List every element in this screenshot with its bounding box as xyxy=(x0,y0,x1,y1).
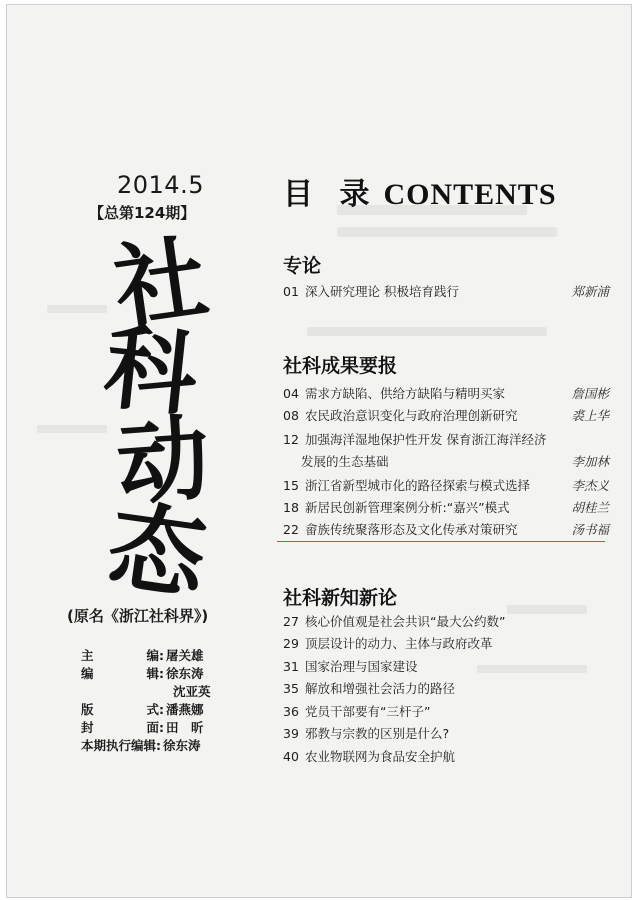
staff-row xyxy=(81,683,251,701)
toc-entry[interactable] xyxy=(283,703,611,721)
toc-entry[interactable] xyxy=(283,499,611,517)
toc-entry[interactable] xyxy=(283,431,611,449)
staff-row: 封 面 : 田 昕 xyxy=(81,720,204,735)
staff-row: 主 编 : 屠关雄 xyxy=(81,648,204,663)
article-title: 顶层设计的动力、主体与政府改革 xyxy=(304,636,493,651)
author: 詹国彬 xyxy=(571,386,609,401)
staff-name: 屠关雄 xyxy=(166,648,204,663)
magazine-title-char: 社 xyxy=(107,223,215,343)
page-number: 27 xyxy=(283,614,299,629)
article-title: 农民政治意识变化与政府治理创新研究 xyxy=(304,408,518,423)
author: 郑新浦 xyxy=(571,284,609,299)
magazine-title-char: 科 xyxy=(99,312,203,430)
bleed-through xyxy=(307,327,547,336)
page-number: 18 xyxy=(283,500,299,515)
toc-entry[interactable] xyxy=(283,407,611,425)
author: 李杰义 xyxy=(571,478,609,493)
staff-name: 徐东涛 xyxy=(163,738,201,753)
article-title: 邪教与宗教的区别是什么? xyxy=(304,726,450,741)
toc-entry[interactable] xyxy=(283,521,611,539)
toc-entry[interactable] xyxy=(283,613,611,631)
bleed-through xyxy=(337,227,557,237)
page-number: 35 xyxy=(283,681,299,696)
page-number: 31 xyxy=(283,659,299,674)
bleed-through xyxy=(37,425,107,433)
page-number: 12 xyxy=(283,432,299,447)
section-heading: 社科新知新论 xyxy=(283,587,398,609)
page-number: 04 xyxy=(283,386,299,401)
issue-number: 【总第124期】 xyxy=(89,204,196,222)
highlight-underline xyxy=(277,541,605,542)
bleed-through xyxy=(47,305,107,313)
article-title: 浙江省新型城市化的路径探索与模式选择 xyxy=(304,478,530,493)
staff-name: 沈亚英 xyxy=(173,684,211,699)
toc-entry[interactable] xyxy=(283,658,611,676)
magazine-title-char: 态 xyxy=(101,488,213,614)
article-title: 农业物联网为食品安全护航 xyxy=(304,749,455,764)
staff-name: 潘燕娜 xyxy=(166,702,204,717)
issue-date: 2014.5 xyxy=(117,171,204,199)
toc-entry[interactable] xyxy=(283,748,611,766)
toc-entry-continued[interactable] xyxy=(301,453,611,471)
article-title: 加强海洋湿地保护性开发 保育浙江海洋经济 xyxy=(304,432,547,447)
magazine-title-char: 动 xyxy=(113,403,213,519)
article-title: 需求方缺陷、供给方缺陷与精明买家 xyxy=(304,386,505,401)
page-number: 15 xyxy=(283,478,299,493)
staff-row: 版 式 : 潘燕娜 xyxy=(81,702,204,717)
staff-name: 田 昕 xyxy=(166,720,204,735)
former-name: (原名《浙江社科界》) xyxy=(67,607,209,625)
staff-name: 徐东涛 xyxy=(166,666,204,681)
page-number: 36 xyxy=(283,704,299,719)
page-number: 39 xyxy=(283,726,299,741)
page-number: 22 xyxy=(283,522,299,537)
article-title: 畲族传统聚落形态及文化传承对策研究 xyxy=(304,522,518,537)
section-heading: 专论 xyxy=(283,255,322,277)
toc-title xyxy=(283,169,557,213)
article-title: 新居民创新管理案例分析:“嘉兴”模式 xyxy=(304,500,510,515)
staff-list xyxy=(81,647,251,755)
article-title: 核心价值观是社会共识“最大公约数” xyxy=(304,614,506,629)
page-number: 01 xyxy=(283,284,299,299)
article-title: 国家治理与国家建设 xyxy=(304,659,418,674)
toc-title-cn: 目 录 xyxy=(283,177,378,212)
toc-entry[interactable] xyxy=(283,680,611,698)
author: 胡桂兰 xyxy=(571,500,609,515)
toc-entry[interactable] xyxy=(283,725,611,743)
toc-entry[interactable] xyxy=(283,477,611,495)
author: 裘上华 xyxy=(571,408,609,423)
article-title: 解放和增强社会活力的路径 xyxy=(304,681,455,696)
author: 汤书福 xyxy=(571,522,609,537)
article-title: 党员干部要有“三杆子” xyxy=(304,704,431,719)
toc-title-en: CONTENTS xyxy=(383,178,557,211)
toc-entry[interactable] xyxy=(283,635,611,653)
toc-entry[interactable] xyxy=(283,385,611,403)
article-title: 发展的生态基础 xyxy=(301,454,389,469)
page-number: 29 xyxy=(283,636,299,651)
article-title: 深入研究理论 积极培育践行 xyxy=(304,284,459,299)
staff-row: 本期执行编辑 : 徐东涛 xyxy=(81,738,201,753)
staff-row: 编 辑 : 徐东涛 xyxy=(81,666,204,681)
page-number: 08 xyxy=(283,408,299,423)
page-number: 40 xyxy=(283,749,299,764)
author: 李加林 xyxy=(571,454,609,469)
section-heading: 社科成果要报 xyxy=(283,355,398,377)
magazine-page xyxy=(6,4,632,898)
toc-entry[interactable] xyxy=(283,283,611,301)
